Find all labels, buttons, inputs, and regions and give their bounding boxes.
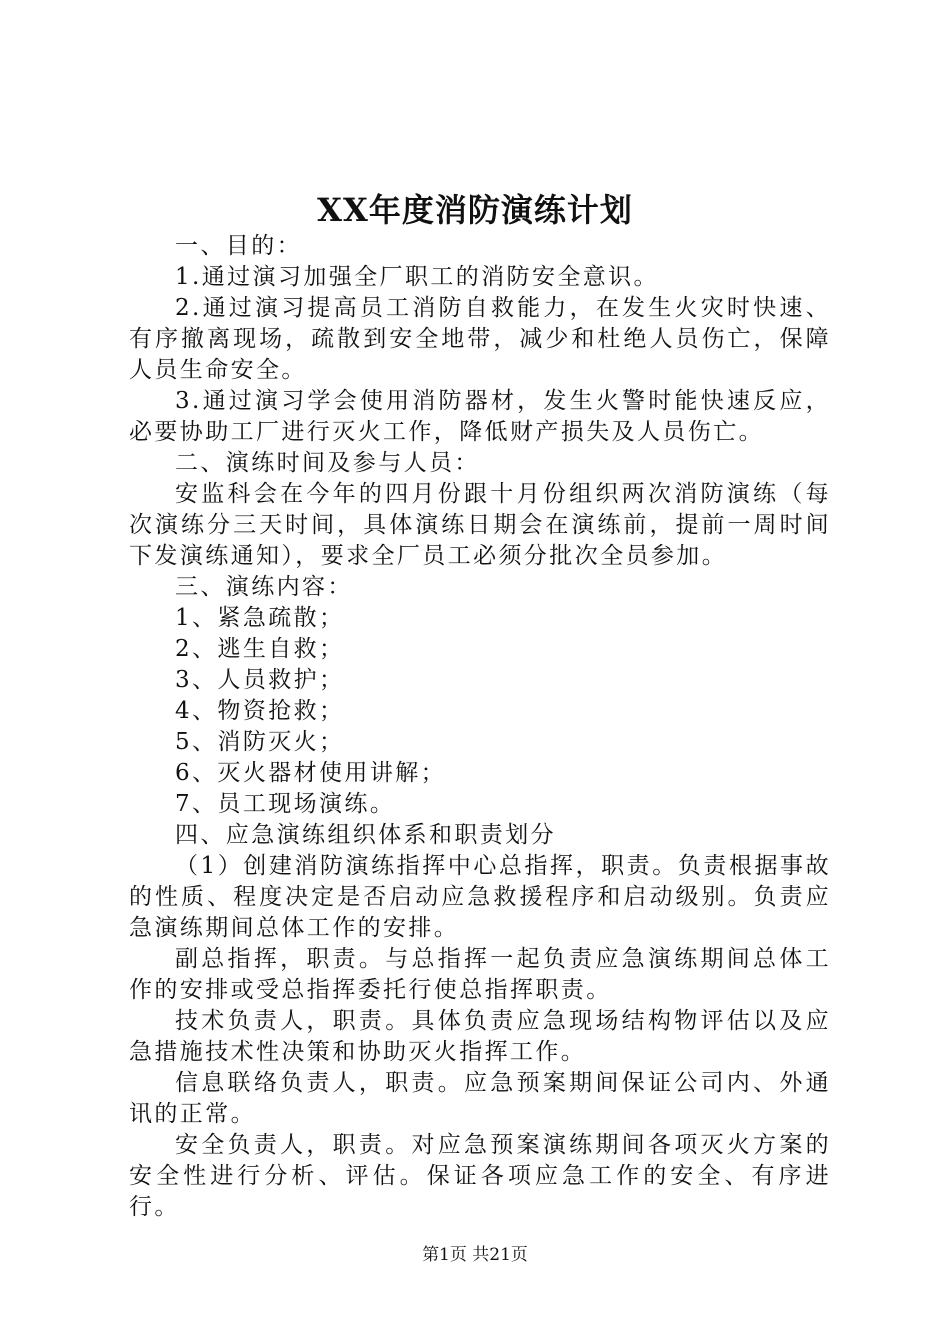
document-body [129,231,831,1223]
section-heading-purpose: 一、目的： [175,233,302,259]
list-item: 7、员工现场演练。 [175,791,396,817]
list-item: 3、人员救护； [175,667,345,693]
paragraph: 安监科会在今年的四月份跟十月份组织两次消防演练（每次演练分三天时间，具体演练日期会在演练前，提前一周时间下发演练通知），要求全厂员工必须分批次全员参加。 [129,481,831,569]
paragraph: （1）创建消防演练指挥中心总指挥，职责。负责根据事故的性质、程度决定是否启动应急救援程序和启动级别。负责应急演练期间总体工作的安排。 [129,853,831,941]
paragraph: 2.通过演习提高员工消防自救能力，在发生火灾时快速、有序撤离现场，疏散到安全地带，减少和杜绝人员伤亡，保障人员生命安全。 [129,295,831,383]
paragraph: 技术负责人，职责。具体负责应急现场结构物评估以及应急措施技术性决策和协助灭火指挥工作。 [129,1008,831,1065]
list-item: 2、逃生自救； [175,636,345,662]
paragraph: 安全负责人，职责。对应急预案演练期间各项灭火方案的安全性进行分析、评估。保证各项应急工作的安全、有序进行。 [129,1132,831,1220]
list-item: 5、消防灭火； [175,729,345,755]
section-heading-content: 三、演练内容： [175,574,353,600]
list-item: 6、灭火器材使用讲解； [175,760,447,786]
paragraph: 副总指挥，职责。与总指挥一起负责应急演练期间总体工作的安排或受总指挥委托行使总指挥职责。 [129,946,831,1003]
list-item: 4、物资抢救； [175,698,345,724]
paragraph: 1.通过演习加强全厂职工的消防安全意识。 [175,264,659,290]
page-footer: 第1页 共21页 [422,1245,528,1265]
section-heading-organization: 四、应急演练组织体系和职责划分 [175,822,556,848]
section-heading-time-participants: 二、演练时间及参与人员： [175,450,480,476]
document-title: XX年度消防演练计划 [317,191,633,229]
paragraph: 3.通过演习学会使用消防器材，发生火警时能快速反应，必要协助工厂进行灭火工作，降低财产损失及人员伤亡。 [129,388,831,445]
list-item: 1、紧急疏散； [175,605,345,631]
paragraph: 信息联络负责人，职责。应急预案期间保证公司内、外通讯的正常。 [129,1070,831,1127]
